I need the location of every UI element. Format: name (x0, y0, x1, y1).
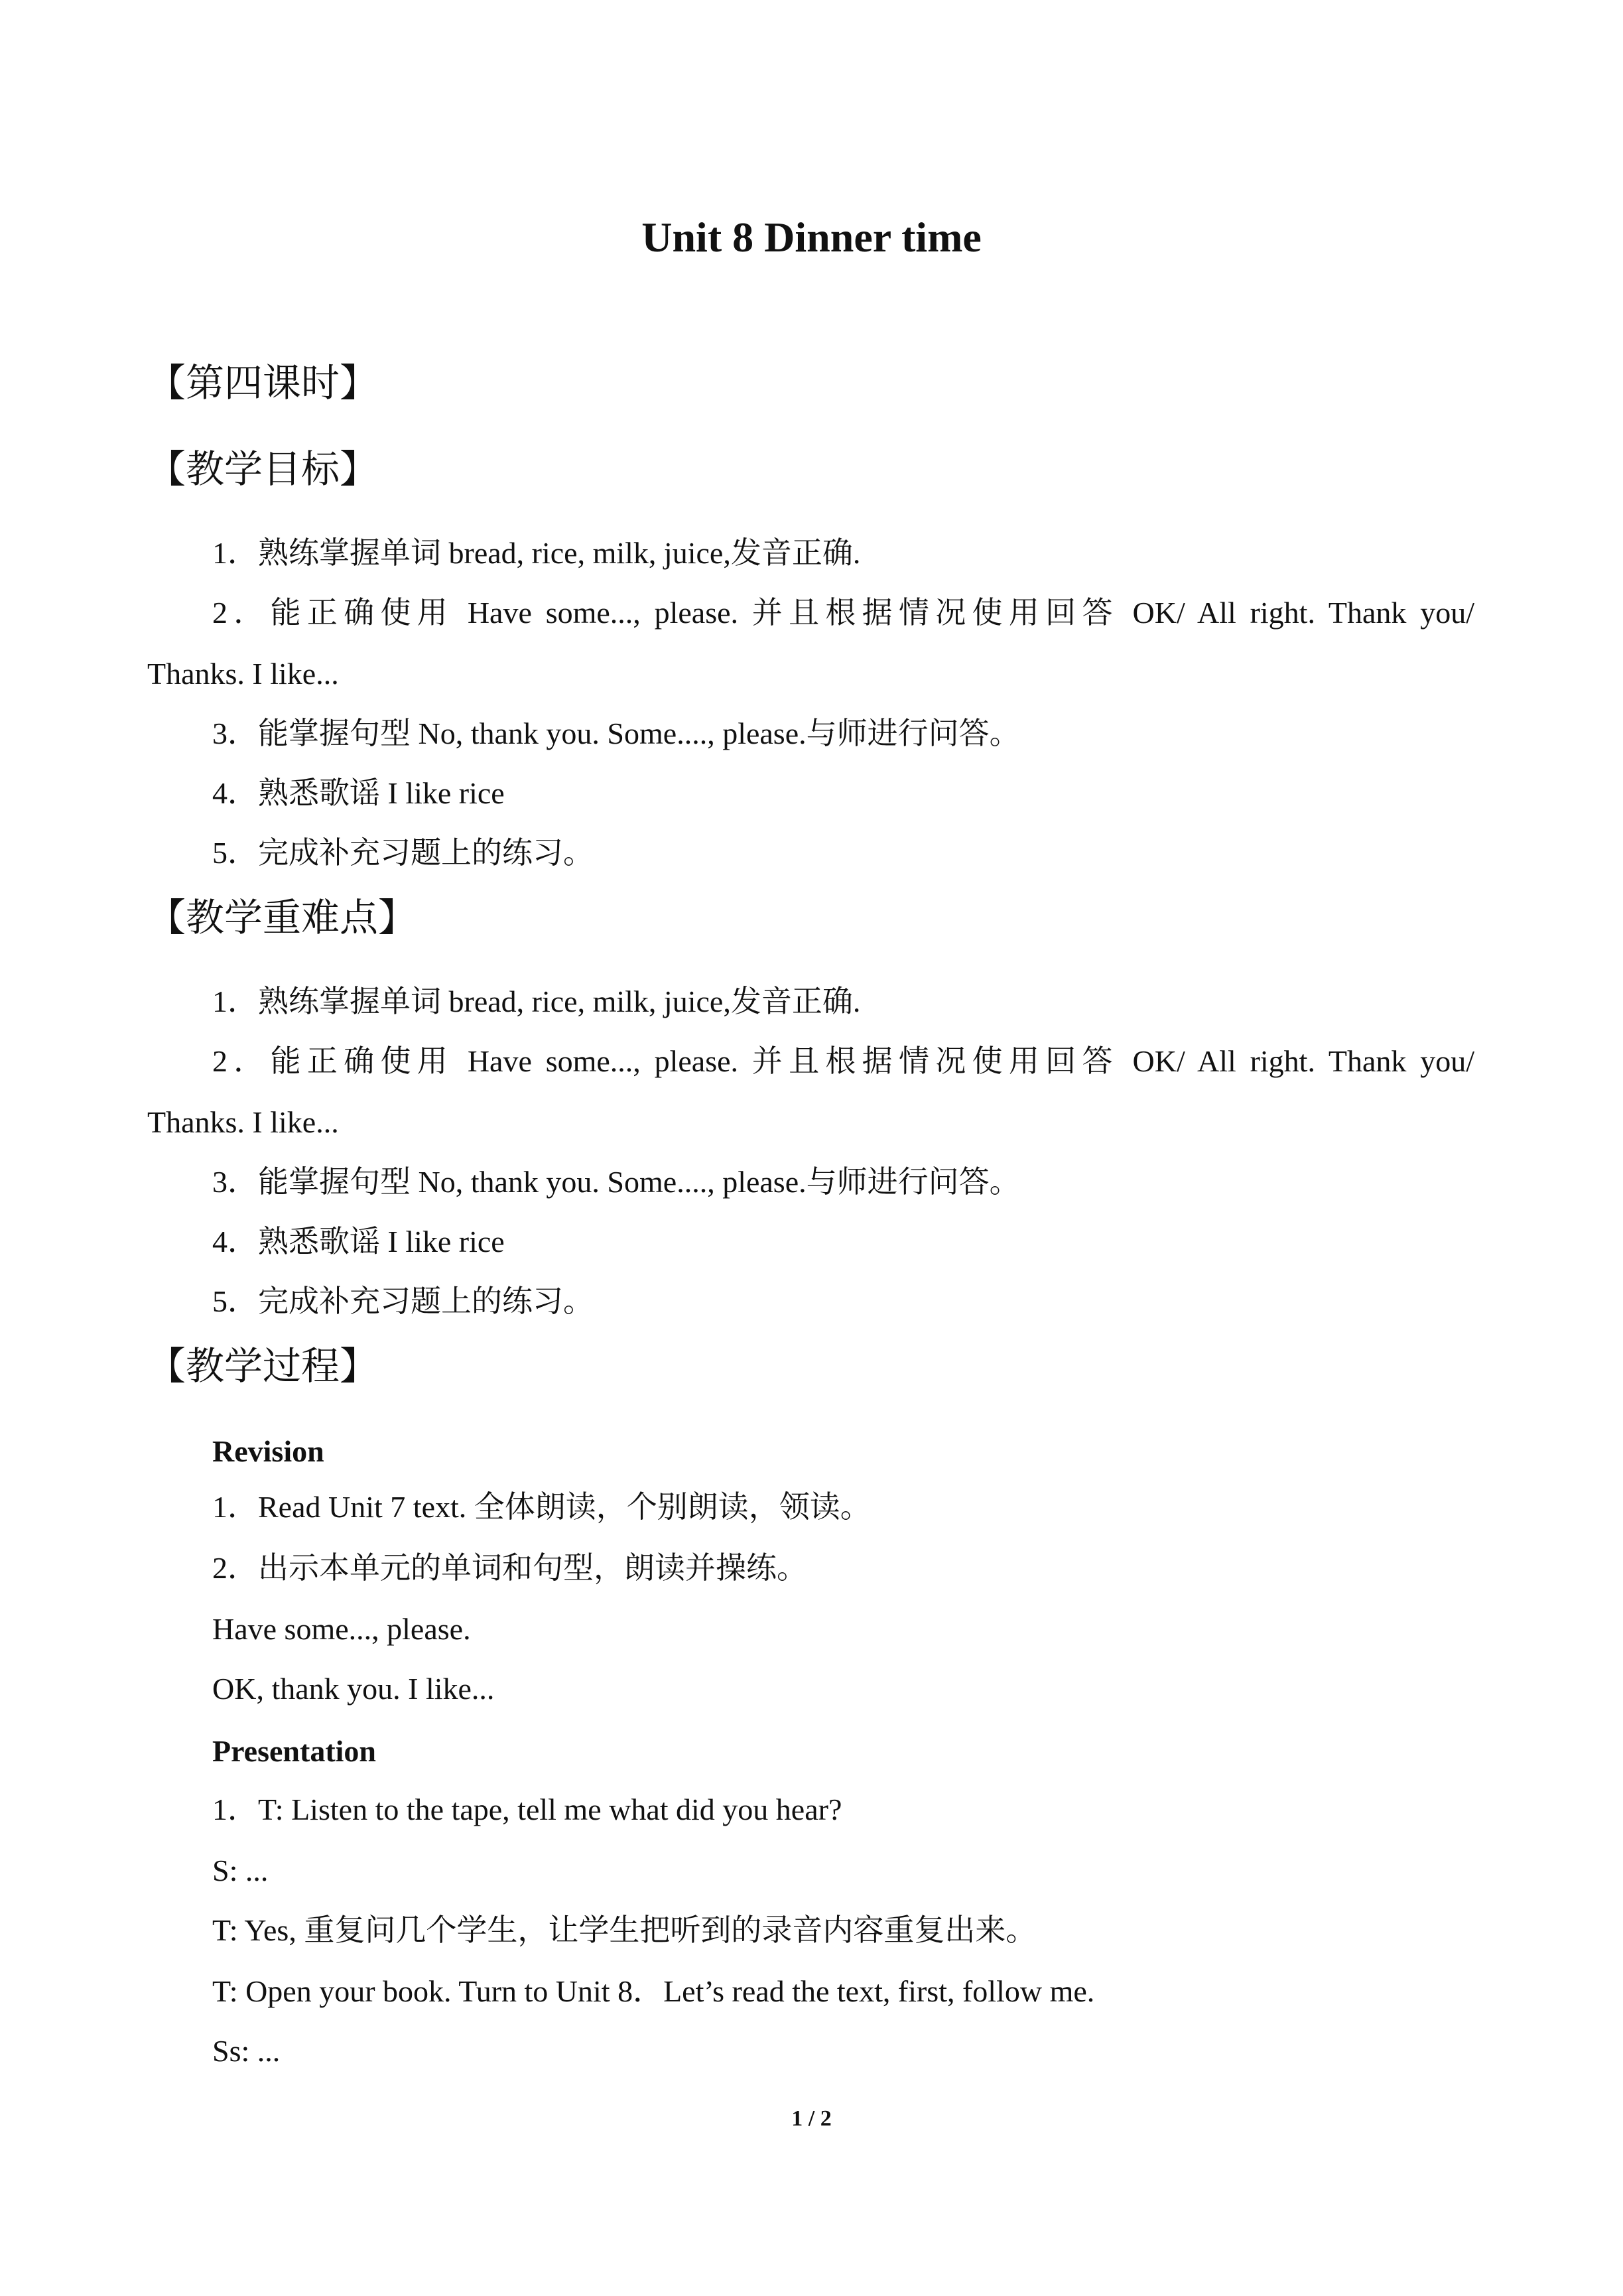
revision-line-3: Have some..., please. (212, 1612, 471, 1646)
revision-line-4: OK, thank you. I like... (212, 1672, 495, 1706)
objectives-heading: 【教学目标】 (147, 448, 379, 491)
objective-item-5: 5．完成补充习题上的练习。 (212, 836, 594, 870)
lesson-heading: 【第四课时】 (147, 362, 379, 405)
process-heading: 【教学过程】 (147, 1345, 379, 1388)
presentation-line-4: T: Open your book. Turn to Unit 8．Let’s read the text, first, follow me. (212, 1974, 1095, 2008)
objective-item-2-cont: Thanks. I like... (147, 657, 339, 691)
objective-item-4: 4．熟悉歌谣 I like rice (212, 776, 505, 810)
presentation-title: Presentation (212, 1734, 377, 1768)
keypoint-item-3: 3．能掌握句型 No, thank you. Some...., please.与师进行问答。 (212, 1165, 1020, 1199)
presentation-line-5: Ss: ... (212, 2034, 281, 2068)
revision-title: Revision (212, 1434, 324, 1468)
presentation-line-2: S: ... (212, 1854, 269, 1887)
presentation-line-1: 1．T: Listen to the tape, tell me what did you hear? (212, 1792, 842, 1826)
keypoint-item-4: 4．熟悉歌谣 I like rice (212, 1225, 505, 1258)
keypoint-item-1: 1．熟练掌握单词 bread, rice, milk, juice,发音正确. (212, 984, 861, 1018)
keypoint-item-5: 5．完成补充习题上的练习。 (212, 1284, 594, 1318)
revision-line-2: 2．出示本单元的单词和句型，朗读并操练。 (212, 1551, 807, 1585)
keypoint-item-2: 2．能正确使用 Have some..., please. 并且根据情况使用回答 OK/ All right. Thank you/ (212, 1044, 1475, 1078)
revision-line-1: 1．Read Unit 7 text. 全体朗读，个别朗读，领读。 (212, 1490, 871, 1524)
keypoint-item-2-cont: Thanks. I like... (147, 1105, 339, 1139)
objective-item-1: 1．熟练掌握单词 bread, rice, milk, juice,发音正确. (212, 536, 861, 570)
objective-item-2: 2．能正确使用 Have some..., please. 并且根据情况使用回答 OK/ All right. Thank you/ (212, 596, 1475, 630)
presentation-line-3: T: Yes, 重复问几个学生，让学生把听到的录音内容重复出来。 (212, 1913, 1037, 1947)
keypoints-heading: 【教学重难点】 (147, 896, 417, 939)
objective-item-3: 3．能掌握句型 No, thank you. Some...., please.与师进行问答。 (212, 716, 1020, 750)
document-title: Unit 8 Dinner time (641, 214, 982, 261)
page-number: 1 / 2 (791, 2106, 832, 2131)
